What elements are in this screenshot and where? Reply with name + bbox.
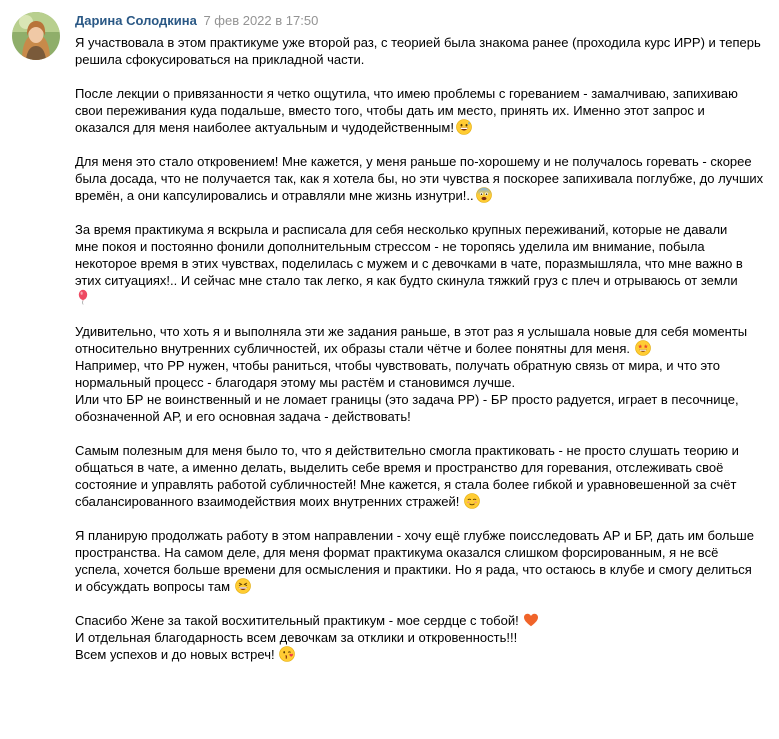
post-header: [75, 12, 318, 29]
grinning-squint-emoji-icon: [235, 578, 251, 594]
text-line: За время практикума я вскрыла и расписала для себя несколько крупных переживаний, которые не давали: [75, 222, 728, 237]
text-line: состояние и управлять работой субличностей! Мне кажется, я стала более гибкой и уравновешенной за счёт: [75, 477, 737, 492]
text-line: После лекции о привязанности я четко ощутила, что имею проблемы с гореванием - замалчиваю, запихиваю: [75, 86, 738, 101]
text-line: Я участвовала в этом практикуме уже второй раз, с теорией была знакома ранее (проходила курс ИРР) и теперь: [75, 35, 761, 50]
text-line: Я планирую продолжать работу в этом направлении - хочу ещё глубже поисследовать АР и БР, дать им больше: [75, 528, 754, 543]
text-line: обозначенной АР, и его основная задача - действовать!: [75, 409, 411, 424]
text-line: общаться в чате, а именно делать, выделить себе время и пространство для горевания, отслеживать своё: [75, 460, 724, 475]
text-line: этих ситуациях!.. И сейчас мне стало так легко, я как будто скинула тяжкий груз с плеч и отрываюсь от земли: [75, 273, 738, 288]
balloon-emoji-icon: [75, 289, 91, 305]
post-text: [75, 34, 775, 680]
paragraph: [75, 34, 775, 68]
text-line: пространства. На самом деле, для меня формат практикума оказался слишком форсированным, я не всё: [75, 545, 719, 560]
user-photo-avatar-icon: [12, 12, 60, 60]
kissing-heart-emoji-icon: [279, 646, 295, 662]
text-line: [75, 340, 775, 357]
paragraph: [75, 323, 775, 425]
text-line: Самым полезным для меня было то, что я действительно смогла практиковать - не просто слушать теорию и: [75, 443, 739, 458]
text-line: Или что БР не воинственный и не ломает границы (это задача РР) - БР просто радуется, играет в песочнице,: [75, 392, 739, 407]
paragraph: [75, 442, 775, 510]
paragraph: [75, 612, 775, 663]
text-line: [75, 646, 775, 663]
text-line: некоторое время в этих чувствах, поделилась с мужем и с девочками в чате, поразмышляла, что мне важно в: [75, 256, 743, 271]
text-segment: времён, а они капсулировались и отравляли мне жизнь изнутри!..: [75, 188, 474, 203]
text-line: Для меня это стало откровением! Мне кажется, у меня раньше по-хорошему и не получалось горевать - скорее: [75, 154, 752, 169]
orange-heart-emoji-icon: [523, 612, 539, 628]
text-line: мне покоя и постоянно фонили дополнительным стрессом - не торопясь уделила им внимание, побыла: [75, 239, 705, 254]
star-struck-emoji-icon: [635, 340, 651, 356]
text-line: успела, хочется больше времени для осмысления и практики. Но я рада, что остаюсь в клубе и смогу делиться: [75, 562, 752, 577]
text-line: нормальный процесс - благодаря этому мы растём и становимся лучше.: [75, 375, 516, 390]
text-segment: и обсуждать вопросы там: [75, 579, 231, 594]
text-segment: Спасибо Жене за такой восхитительный практикум - мое сердце с тобой!: [75, 613, 519, 628]
text-line: [75, 289, 775, 306]
text-line: [75, 493, 775, 510]
text-line: И отдельная благодарность всем девочкам за отклики и откровенность!!!: [75, 630, 518, 645]
relieved-face-emoji-icon: [464, 493, 480, 509]
fearful-face-emoji-icon: [476, 187, 492, 203]
author-link[interactable]: Дарина Солодкина: [75, 13, 197, 28]
text-line: [75, 187, 775, 204]
text-segment: сбалансированного взаимодействия моих внутренних стражей!: [75, 494, 460, 509]
text-line: Удивительно, что хоть я и выполняла эти же задания раньше, в этот раз я услышала новые для себя моменты: [75, 324, 748, 339]
text-line: свои переживания куда подальше, вместо того, чтобы дать им место, принять их. Именно этот запрос и: [75, 103, 705, 118]
text-line: Например, что РР нужен, чтобы раниться, чтобы чувствовать, получать обратную связь от мира, и что это: [75, 358, 720, 373]
text-segment: Всем успехов и до новых встреч!: [75, 647, 275, 662]
paragraph: [75, 153, 775, 204]
text-line: [75, 612, 775, 629]
text-line: была досада, что не получается так, как я хотела бы, но эти чувства я поскорее запихивала поглубже, до лучших: [75, 171, 764, 186]
text-segment: оказался для меня наиболее актуальным и чудодейственным!: [75, 120, 454, 135]
text-line: решила сфокусироваться на прикладной части.: [75, 52, 365, 67]
paragraph: [75, 527, 775, 595]
paragraph: [75, 221, 775, 306]
grinning-sweat-emoji-icon: [456, 119, 472, 135]
avatar[interactable]: [12, 12, 60, 60]
post-date-link[interactable]: 7 фев 2022 в 17:50: [203, 13, 319, 28]
text-line: [75, 119, 775, 136]
paragraph: [75, 85, 775, 136]
text-segment: относительно внутренних субличностей, их образы стали чётче и более понятны для меня.: [75, 341, 631, 356]
text-line: [75, 578, 775, 595]
